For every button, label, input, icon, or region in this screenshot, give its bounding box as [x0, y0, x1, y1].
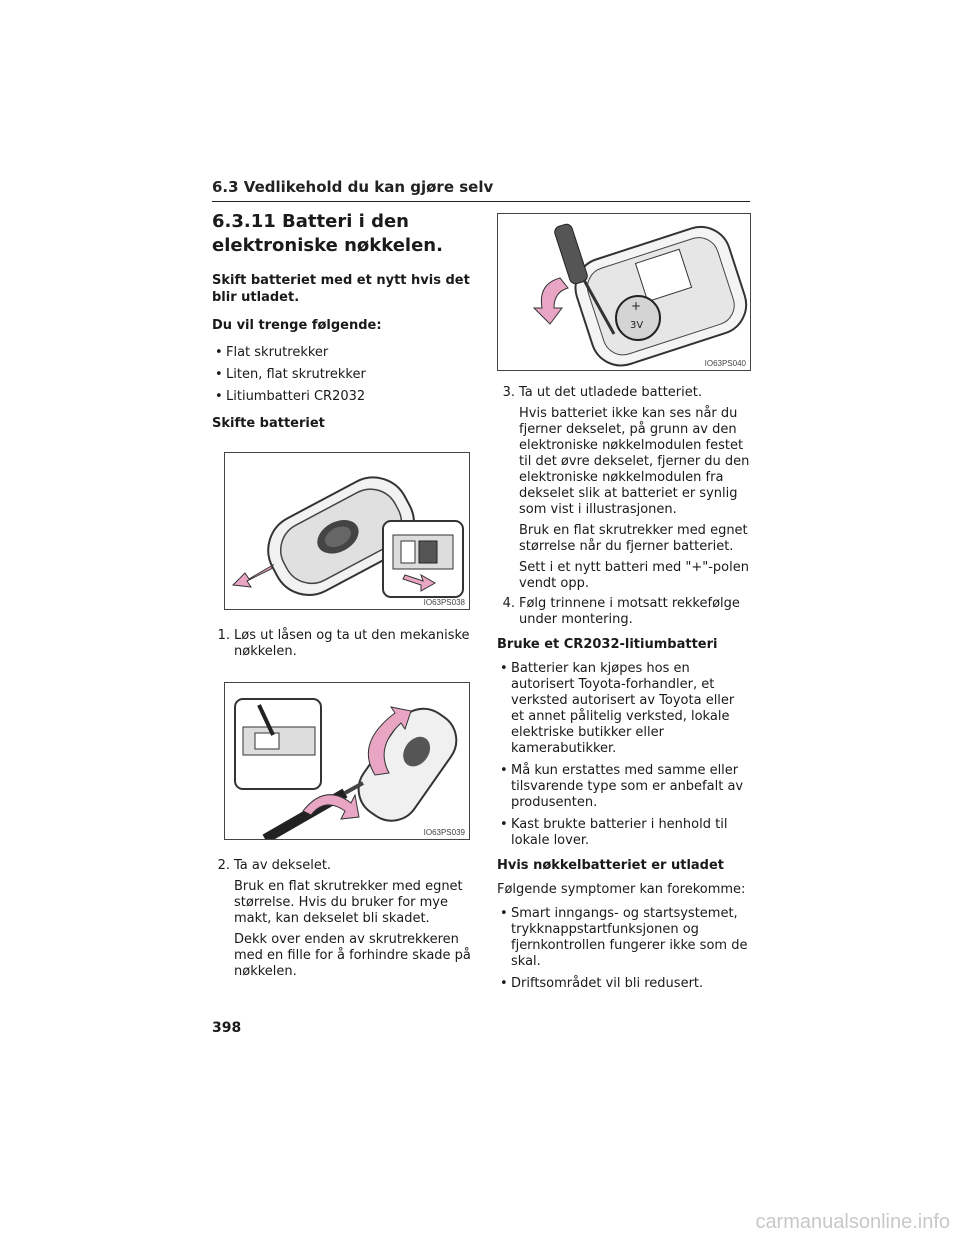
use-item: • Kast brukte batterier i henhold til lokale lover. [497, 817, 751, 849]
step-item [497, 385, 751, 592]
use-list [497, 661, 751, 849]
battery-voltage-label: 3V [630, 320, 644, 331]
step-text: Ta av dekselet. [234, 858, 332, 873]
step-number: 4. [502, 596, 515, 611]
topic-title: 6.3.11 Batteri i den elektroniske nøkkelen. [212, 211, 443, 256]
needs-item: • Flat skrutrekker [212, 345, 472, 361]
low-battery-item: • Driftsområdet vil bli redusert. [497, 976, 751, 992]
step-item [212, 628, 472, 660]
key-fob-illustration-1 [225, 453, 469, 609]
step-item [212, 858, 472, 980]
needs-item: • Liten, flat skrutrekker [212, 367, 472, 383]
needs-item: • Litiumbatteri CR2032 [212, 389, 472, 405]
figure-code: IO63PS038 [423, 598, 465, 607]
step-subtext: Bruk en flat skrutrekker med egnet størrelse. Hvis du bruker for mye makt, kan dekselet bli skadet. [234, 879, 463, 926]
step-item [497, 596, 751, 628]
figure-remove-cover [224, 682, 470, 840]
figure-code: IO63PS040 [704, 359, 746, 368]
change-heading: Skifte batteriet [212, 416, 325, 431]
step-text: Ta ut det utladede batteriet. [519, 385, 702, 400]
page-number: 398 [212, 1020, 242, 1036]
low-battery-list [497, 906, 751, 992]
steps-right [497, 385, 751, 628]
step-number: 2. [217, 858, 230, 873]
key-fob-illustration-2 [225, 683, 469, 839]
figure-remove-mechanical-key [224, 452, 470, 610]
steps-left-2 [212, 858, 472, 980]
use-item: • Batterier kan kjøpes hos en autorisert Toyota-forhandler, et verksted autorisert av Toyota eller et annet pålitelig verksted, lokale elektriske butikker eller kamerabutikker. [497, 661, 751, 757]
step-subtext: Sett i et nytt batteri med "+"-polen vendt opp. [519, 560, 749, 591]
needs-heading: Du vil trenge følgende: [212, 318, 382, 333]
low-battery-intro: Følgende symptomer kan forekomme: [497, 882, 746, 897]
section-header: 6.3 Vedlikehold du kan gjøre selv [212, 178, 750, 202]
figure-code: IO63PS039 [423, 828, 465, 837]
step-text: Følg trinnene i motsatt rekkefølge under montering. [519, 596, 740, 627]
step-subtext: Bruk en flat skrutrekker med egnet størrelse når du fjerner batteriet. [519, 523, 748, 554]
left-column [212, 210, 472, 984]
step-subtext: Hvis batteriet ikke kan ses når du fjerner dekselet, på grunn av den elektroniske nøkkelmodulen festet til det øvre dekselet, fjerner du den elektroniske nøkkelmodulen fra dekselet slik at batteriet er synlig som vist i illustrasjonen. [519, 406, 750, 517]
step-text: Løs ut låsen og ta ut den mekaniske nøkkelen. [234, 628, 470, 659]
low-battery-heading: Hvis nøkkelbatteriet er utladet [497, 858, 725, 873]
low-battery-item: • Smart inngangs- og startsystemet, trykknappstartfunksjonen og fjernkontrollen fungerer ikke som de skal. [497, 906, 751, 970]
battery-plus-label: + [631, 299, 642, 313]
steps-left-1 [212, 628, 472, 660]
needs-list [212, 345, 472, 405]
figure-remove-battery [497, 213, 751, 371]
use-heading: Bruke et CR2032-litiumbatteri [497, 637, 718, 652]
watermark: carmanualsonline.info [755, 1211, 950, 1233]
step-subtext: Dekk over enden av skrutrekkeren med en fille for å forhindre skade på nøkkelen. [234, 932, 471, 979]
key-fob-illustration-3 [498, 214, 750, 370]
use-item: • Må kun erstattes med samme eller tilsvarende type som er anbefalt av produsenten. [497, 763, 751, 811]
intro-text: Skift batteriet med et nytt hvis det blir utladet. [212, 273, 470, 305]
right-column [497, 213, 751, 1000]
step-number: 1. [217, 628, 230, 643]
step-number: 3. [502, 385, 515, 400]
